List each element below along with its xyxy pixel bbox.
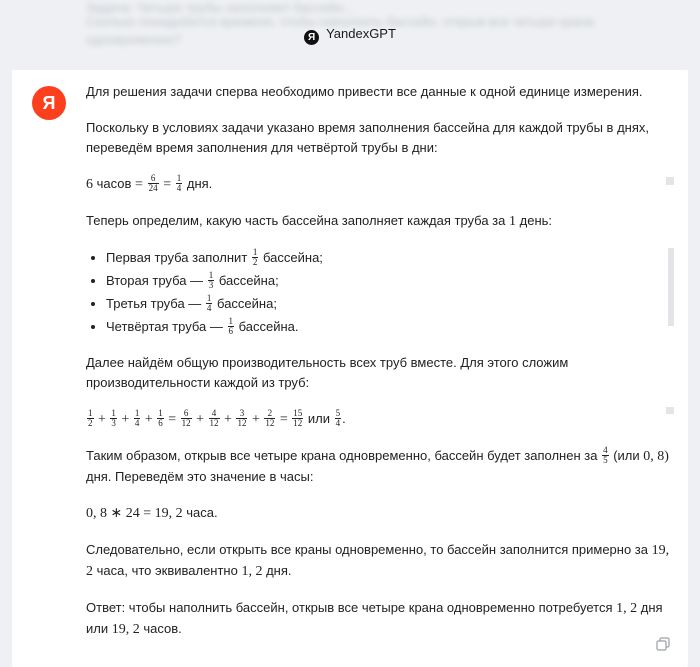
list-item: • Первая труба заполнит $\frac{1}{2}$ бассейна;	[106, 248, 676, 268]
yandex-avatar-icon: Я	[32, 86, 66, 120]
list-item: • Вторая труба — $\frac{1}{3}$ бассейна;	[106, 271, 676, 291]
paragraph: Поскольку в условиях задачи указано время заполнения бассейна для каждой трубы в днях, переведём время заполнения для четвёртой трубы в дни:	[86, 120, 649, 155]
blurred-line: Сколько понадобится времени, чтобы наполнить бассейн, открыв все четыре крана	[86, 14, 595, 29]
list-item: • Третья труба — $\frac{1}{4}$ бассейна;	[106, 294, 676, 314]
assistant-message	[12, 70, 688, 667]
fraction: $\frac{6}{24}$	[148, 173, 158, 194]
list-scrollbar[interactable]	[668, 248, 674, 326]
brand-name: YandexGPT	[326, 26, 396, 41]
fraction: $\frac{1}{4}$	[176, 173, 182, 194]
yandex-logo-icon: Я	[304, 30, 319, 45]
message-content	[86, 82, 676, 656]
paragraph: Теперь определим, какую часть бассейна заполняет каждая труба за 1 день:	[86, 213, 553, 229]
assistant-brand	[0, 26, 700, 45]
formula-scroll-indicator[interactable]	[666, 407, 674, 414]
copy-icon[interactable]	[656, 637, 670, 651]
pipe-rate-list	[86, 248, 676, 337]
formula-sum: $\frac{1}{2}$ + $\frac{1}{3}$ + $\frac{1}{4}$ + $\frac{1}{6}$ = $\frac{6}{12}$ + $\frac{4}{12}$ + $\frac{3}{12}$ + $\frac{2}{12}$ = $\frac{15}{12}$ или $\frac{5}{4}$ .	[88, 408, 346, 429]
paragraph: Следовательно, если открыть все краны одновременно, то бассейн заполнится примерно за 19, 2 часа, что эквивалентно 1, 2 дня.	[86, 542, 670, 580]
blurred-line: одновременно?	[86, 32, 182, 47]
paragraph: Таким образом, открыв все четыре крана одновременно, бассейн будет заполнен за $\frac{4}{5}$ (или 0, 8) дня. Переведём это значение в часы:	[86, 445, 669, 485]
formula-hours: 0, 8 ∗ 24 = 19, 2 часа.	[86, 505, 218, 522]
formula-hours-to-days: 6 часов = $\frac{6}{24}$ = $\frac{1}{4}$ дня.	[86, 173, 213, 194]
answer-paragraph: Ответ: чтобы наполнить бассейн, открыв все четыре крана одновременно потребуется 1, 2 дня или 19, 2 часов.	[86, 600, 663, 638]
formula-scroll-indicator[interactable]	[666, 177, 674, 185]
paragraph: Далее найдём общую производительность всех труб вместе. Для этого сложим производительности каждой из труб:	[86, 355, 569, 391]
blurred-line: Задача: Четыре трубы заполняют бассейн...	[86, 0, 354, 15]
list-item: • Четвёртая труба — $\frac{1}{6}$ бассейна.	[106, 317, 676, 337]
paragraph: Для решения задачи сперва необходимо привести все данные к одной единице измерения.	[86, 84, 643, 99]
